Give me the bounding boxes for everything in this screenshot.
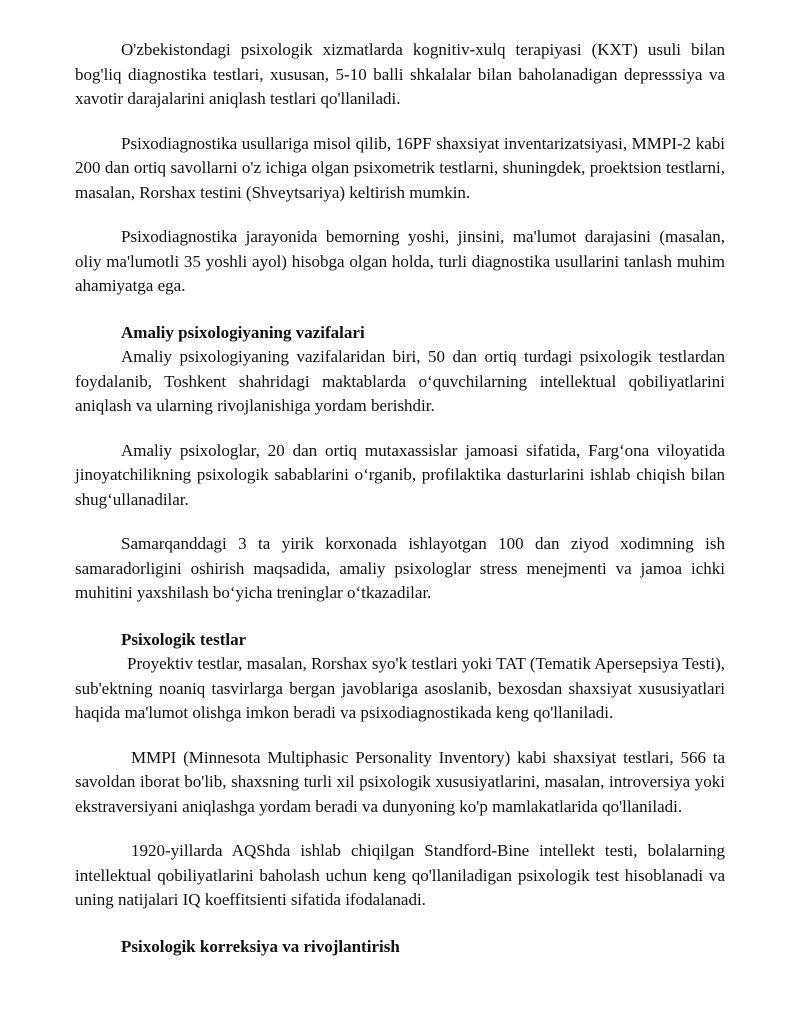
section-heading: Psixologik korreksiya va rivojlantirish [121, 936, 400, 956]
paragraph: Samarqanddagi 3 ta yirik korxonada ishlayotgan 100 dan ziyod xodimning ish samaradorligini oshirish maqsadida, amaliy psixologlar stress menejmenti va jamoa ichki muhitini yaxshilash bo‘yicha treninglar o‘tkazadilar. [75, 534, 725, 602]
paragraph: Psixodiagnostika usullariga misol qilib, 16PF shaxsiyat inventarizatsiyasi, MMPI-2 kabi 200 dan ortiq savollarni o'z ichiga olgan psixometrik testlarni, shuningdek, proektsion testlarni, masalan, Rorshax testini (Shveytsariya) keltirish mumkin. [75, 133, 725, 202]
paragraph: O'zbekistondagi psixologik xizmatlarda kognitiv-xulq terapiyasi (KXT) usuli bilan bog'liq diagnostika testlari, xususan, 5-10 balli shkalalar bilan baholanadigan depresssiya va xavotir darajalarini aniqlash testlari qo'llaniladi. [75, 40, 725, 108]
section-heading: Psixologik testlar [121, 629, 247, 649]
paragraph: 1920-yillarda AQShda ishlab chiqilgan Standford-Bine intellekt testi, bolalarning intellektual qobiliyatlarini baholash uchun keng qo'llaniladigan psixologik test hisoblanadi va uning natijalari IQ koeffitsienti sifatida ifodalanadi. [75, 841, 725, 909]
paragraph: Amaliy psixologlar, 20 dan ortiq mutaxassislar jamoasi sifatida, Farg‘ona viloyatida jinoyatchilikning psixologik sabablarini o‘rganib, profilaktika dasturlarini ishlab chiqish bilan shug‘ullanadilar. [75, 440, 725, 509]
paragraph: MMPI (Minnesota Multiphasic Personality Inventory) kabi shaxsiyat testlari, 566 ta savoldan iborat bo'lib, shaxsning turli xil psixologik xususiyatlarini, masalan, introversiya yoki ekstraversiyani aniqlashga yordam beradi va dunyoning ko'p mamlakatlarida qo'llaniladi. [75, 747, 725, 816]
paragraph: Proyektiv testlar, masalan, Rorshax syo'k testlari yoki TAT (Tematik Apersepsiya Testi), sub'ektning noaniq tasvirlarga bergan javoblariga asoslanib, bexosdan shaxsiyat xususiyatlari haqida ma'lumot olishga imkon beradi va psixodiagnostikada keng qo'llaniladi. [75, 654, 725, 722]
paragraph: Psixodiagnostika jarayonida bemorning yoshi, jinsini, ma'lumot darajasini (masalan, oliy ma'lumotli 35 yoshli ayol) hisobga olgan holda, turli diagnostika usullarini tanlash muhim ahamiyatga ega. [75, 227, 725, 295]
paragraph: Amaliy psixologiyaning vazifalaridan biri, 50 dan ortiq turdagi psixologik testlardan foydalanib, Toshkent shahridagi maktablarda o‘quvchilarning intellektual qobiliyatlarini aniqlash va ularning rivojlanishiga yordam berishdir. [75, 347, 725, 415]
document-page [75, 38, 725, 959]
section-heading: Amaliy psixologiyaning vazifalari [121, 322, 365, 342]
